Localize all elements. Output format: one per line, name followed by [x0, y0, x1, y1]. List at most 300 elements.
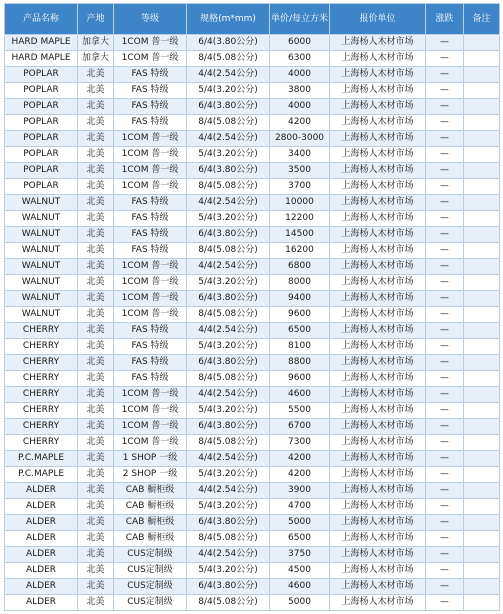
cell-change: —	[426, 195, 464, 211]
cell-change: —	[426, 355, 464, 371]
cell-change: —	[426, 35, 464, 51]
cell-change: —	[426, 307, 464, 323]
cell-grade: CAB 橱柜级	[114, 515, 187, 531]
cell-remarks	[464, 67, 500, 83]
cell-product-name: CHERRY	[5, 435, 78, 451]
cell-dealer: 上海杨人木材市场	[330, 563, 426, 579]
price-table-container	[4, 3, 499, 611]
cell-spec: 8/4(5.08公分)	[187, 371, 270, 387]
table-row	[5, 371, 500, 387]
cell-spec: 6/4(3.80公分)	[187, 35, 270, 51]
cell-dealer: 上海杨人木材市场	[330, 243, 426, 259]
cell-product-name: WALNUT	[5, 211, 78, 227]
cell-dealer: 上海杨人木材市场	[330, 419, 426, 435]
cell-origin: 北美	[78, 435, 114, 451]
cell-unit-price: 16200	[270, 243, 330, 259]
table-row	[5, 499, 500, 515]
cell-remarks	[464, 531, 500, 547]
header-change: 涨跌	[426, 4, 464, 35]
cell-grade: 2 SHOP 一级	[114, 467, 187, 483]
cell-change: —	[426, 291, 464, 307]
cell-remarks	[464, 51, 500, 67]
cell-remarks	[464, 147, 500, 163]
cell-product-name: ALDER	[5, 499, 78, 515]
cell-product-name: POPLAR	[5, 131, 78, 147]
cell-remarks	[464, 291, 500, 307]
cell-remarks	[464, 595, 500, 611]
cell-unit-price: 5000	[270, 515, 330, 531]
cell-dealer: 上海杨人木材市场	[330, 227, 426, 243]
cell-unit-price: 4500	[270, 563, 330, 579]
cell-spec: 6/4(3.80公分)	[187, 163, 270, 179]
cell-unit-price: 6300	[270, 51, 330, 67]
table-row	[5, 419, 500, 435]
cell-change: —	[426, 227, 464, 243]
cell-dealer: 上海杨人木材市场	[330, 195, 426, 211]
cell-dealer: 上海杨人木材市场	[330, 147, 426, 163]
cell-grade: CAB 橱柜级	[114, 531, 187, 547]
cell-dealer: 上海杨人木材市场	[330, 339, 426, 355]
cell-origin: 北美	[78, 547, 114, 563]
cell-spec: 5/4(3.20公分)	[187, 147, 270, 163]
cell-product-name: CHERRY	[5, 371, 78, 387]
cell-dealer: 上海杨人木材市场	[330, 259, 426, 275]
cell-spec: 6/4(3.80公分)	[187, 99, 270, 115]
cell-grade: CUS定制级	[114, 579, 187, 595]
cell-product-name: CHERRY	[5, 323, 78, 339]
cell-origin: 北美	[78, 147, 114, 163]
cell-spec: 8/4(5.08公分)	[187, 595, 270, 611]
cell-unit-price: 4200	[270, 467, 330, 483]
cell-origin: 北美	[78, 563, 114, 579]
cell-origin: 北美	[78, 211, 114, 227]
cell-dealer: 上海杨人木材市场	[330, 51, 426, 67]
cell-unit-price: 10000	[270, 195, 330, 211]
cell-dealer: 上海杨人木材市场	[330, 163, 426, 179]
cell-unit-price: 4000	[270, 67, 330, 83]
cell-spec: 5/4(3.20公分)	[187, 211, 270, 227]
cell-spec: 4/4(2.54公分)	[187, 195, 270, 211]
cell-product-name: WALNUT	[5, 259, 78, 275]
cell-unit-price: 6800	[270, 259, 330, 275]
cell-origin: 北美	[78, 259, 114, 275]
cell-unit-price: 6500	[270, 323, 330, 339]
cell-grade: CUS定制级	[114, 563, 187, 579]
cell-grade: FAS 特级	[114, 323, 187, 339]
cell-change: —	[426, 403, 464, 419]
table-row	[5, 35, 500, 51]
cell-remarks	[464, 227, 500, 243]
cell-product-name: CHERRY	[5, 339, 78, 355]
cell-spec: 6/4(3.80公分)	[187, 227, 270, 243]
header-unit-price: 单价/每立方米	[270, 4, 330, 35]
cell-product-name: POPLAR	[5, 83, 78, 99]
cell-unit-price: 3900	[270, 483, 330, 499]
cell-dealer: 上海杨人木材市场	[330, 131, 426, 147]
cell-dealer: 上海杨人木材市场	[330, 35, 426, 51]
cell-grade: CUS定制级	[114, 547, 187, 563]
cell-change: —	[426, 387, 464, 403]
cell-grade: FAS 特级	[114, 355, 187, 371]
cell-unit-price: 3500	[270, 163, 330, 179]
cell-origin: 北美	[78, 131, 114, 147]
cell-product-name: WALNUT	[5, 291, 78, 307]
cell-change: —	[426, 131, 464, 147]
table-row	[5, 467, 500, 483]
cell-change: —	[426, 99, 464, 115]
cell-spec: 4/4(2.54公分)	[187, 259, 270, 275]
cell-remarks	[464, 467, 500, 483]
cell-dealer: 上海杨人木材市场	[330, 99, 426, 115]
cell-grade: FAS 特级	[114, 115, 187, 131]
cell-unit-price: 4600	[270, 387, 330, 403]
cell-remarks	[464, 387, 500, 403]
table-row	[5, 131, 500, 147]
cell-remarks	[464, 179, 500, 195]
cell-spec: 4/4(2.54公分)	[187, 387, 270, 403]
cell-origin: 北美	[78, 67, 114, 83]
table-row	[5, 323, 500, 339]
cell-unit-price: 3400	[270, 147, 330, 163]
table-row	[5, 387, 500, 403]
cell-change: —	[426, 515, 464, 531]
cell-change: —	[426, 67, 464, 83]
cell-change: —	[426, 339, 464, 355]
cell-dealer: 上海杨人木材市场	[330, 323, 426, 339]
cell-grade: 1COM 普一级	[114, 403, 187, 419]
cell-unit-price: 6700	[270, 419, 330, 435]
cell-spec: 5/4(3.20公分)	[187, 275, 270, 291]
cell-spec: 8/4(5.08公分)	[187, 531, 270, 547]
cell-product-name: POPLAR	[5, 99, 78, 115]
cell-remarks	[464, 419, 500, 435]
header-dealer: 报价单位	[330, 4, 426, 35]
cell-remarks	[464, 131, 500, 147]
cell-dealer: 上海杨人木材市场	[330, 291, 426, 307]
cell-remarks	[464, 499, 500, 515]
cell-product-name: POPLAR	[5, 179, 78, 195]
cell-dealer: 上海杨人木材市场	[330, 211, 426, 227]
cell-dealer: 上海杨人木材市场	[330, 595, 426, 611]
cell-remarks	[464, 35, 500, 51]
cell-grade: 1COM 普一级	[114, 147, 187, 163]
table-row	[5, 275, 500, 291]
cell-origin: 北美	[78, 355, 114, 371]
cell-unit-price: 9600	[270, 371, 330, 387]
cell-change: —	[426, 435, 464, 451]
cell-change: —	[426, 83, 464, 99]
cell-spec: 4/4(2.54公分)	[187, 323, 270, 339]
cell-product-name: WALNUT	[5, 227, 78, 243]
cell-spec: 5/4(3.20公分)	[187, 467, 270, 483]
cell-spec: 4/4(2.54公分)	[187, 451, 270, 467]
table-header-row	[5, 4, 500, 35]
header-product-name: 产品名称	[5, 4, 78, 35]
cell-change: —	[426, 371, 464, 387]
table-row	[5, 355, 500, 371]
cell-product-name: CHERRY	[5, 387, 78, 403]
cell-origin: 北美	[78, 483, 114, 499]
cell-grade: 1COM 普一级	[114, 387, 187, 403]
cell-dealer: 上海杨人木材市场	[330, 307, 426, 323]
cell-change: —	[426, 483, 464, 499]
table-row	[5, 99, 500, 115]
cell-grade: CUS定制级	[114, 595, 187, 611]
cell-product-name: ALDER	[5, 515, 78, 531]
cell-remarks	[464, 371, 500, 387]
cell-spec: 4/4(2.54公分)	[187, 547, 270, 563]
header-spec: 规格(m*mm)	[187, 4, 270, 35]
cell-dealer: 上海杨人木材市场	[330, 67, 426, 83]
table-row	[5, 179, 500, 195]
cell-change: —	[426, 323, 464, 339]
cell-remarks	[464, 451, 500, 467]
cell-dealer: 上海杨人木材市场	[330, 115, 426, 131]
cell-unit-price: 8000	[270, 275, 330, 291]
table-row	[5, 515, 500, 531]
cell-grade: 1COM 普一级	[114, 259, 187, 275]
table-row	[5, 291, 500, 307]
cell-grade: FAS 特级	[114, 195, 187, 211]
cell-product-name: WALNUT	[5, 275, 78, 291]
cell-change: —	[426, 419, 464, 435]
cell-product-name: POPLAR	[5, 163, 78, 179]
cell-change: —	[426, 595, 464, 611]
cell-remarks	[464, 115, 500, 131]
table-row	[5, 563, 500, 579]
cell-remarks	[464, 195, 500, 211]
cell-product-name: ALDER	[5, 547, 78, 563]
cell-grade: 1COM 普一级	[114, 35, 187, 51]
table-row	[5, 243, 500, 259]
cell-remarks	[464, 211, 500, 227]
cell-origin: 北美	[78, 595, 114, 611]
cell-spec: 5/4(3.20公分)	[187, 339, 270, 355]
table-row	[5, 195, 500, 211]
cell-origin: 北美	[78, 515, 114, 531]
table-body	[5, 35, 500, 611]
cell-product-name: POPLAR	[5, 115, 78, 131]
cell-origin: 北美	[78, 99, 114, 115]
cell-product-name: CHERRY	[5, 403, 78, 419]
cell-unit-price: 14500	[270, 227, 330, 243]
cell-dealer: 上海杨人木材市场	[330, 179, 426, 195]
cell-dealer: 上海杨人木材市场	[330, 275, 426, 291]
cell-grade: 1COM 普一级	[114, 179, 187, 195]
cell-product-name: POPLAR	[5, 67, 78, 83]
cell-product-name: WALNUT	[5, 243, 78, 259]
cell-dealer: 上海杨人木材市场	[330, 355, 426, 371]
table-row	[5, 51, 500, 67]
cell-origin: 北美	[78, 291, 114, 307]
price-table	[4, 3, 500, 611]
cell-remarks	[464, 547, 500, 563]
cell-change: —	[426, 259, 464, 275]
cell-unit-price: 7300	[270, 435, 330, 451]
cell-unit-price: 8100	[270, 339, 330, 355]
cell-unit-price: 6000	[270, 35, 330, 51]
cell-spec: 8/4(5.08公分)	[187, 435, 270, 451]
cell-unit-price: 2800-3000	[270, 131, 330, 147]
cell-product-name: POPLAR	[5, 147, 78, 163]
cell-unit-price: 4700	[270, 499, 330, 515]
cell-product-name: ALDER	[5, 563, 78, 579]
cell-remarks	[464, 435, 500, 451]
cell-spec: 5/4(3.20公分)	[187, 83, 270, 99]
cell-grade: 1COM 普一级	[114, 163, 187, 179]
table-row	[5, 227, 500, 243]
cell-remarks	[464, 355, 500, 371]
cell-change: —	[426, 531, 464, 547]
cell-dealer: 上海杨人木材市场	[330, 483, 426, 499]
table-row	[5, 339, 500, 355]
table-row	[5, 211, 500, 227]
cell-dealer: 上海杨人木材市场	[330, 371, 426, 387]
cell-product-name: WALNUT	[5, 195, 78, 211]
cell-origin: 北美	[78, 243, 114, 259]
cell-change: —	[426, 451, 464, 467]
cell-grade: FAS 特级	[114, 99, 187, 115]
header-grade: 等级	[114, 4, 187, 35]
cell-dealer: 上海杨人木材市场	[330, 531, 426, 547]
cell-spec: 6/4(3.80公分)	[187, 419, 270, 435]
cell-unit-price: 5000	[270, 595, 330, 611]
cell-dealer: 上海杨人木材市场	[330, 83, 426, 99]
cell-unit-price: 4200	[270, 451, 330, 467]
cell-remarks	[464, 563, 500, 579]
cell-unit-price: 4600	[270, 579, 330, 595]
header-remarks: 备注	[464, 4, 500, 35]
cell-remarks	[464, 275, 500, 291]
cell-remarks	[464, 83, 500, 99]
cell-unit-price: 4000	[270, 99, 330, 115]
cell-remarks	[464, 99, 500, 115]
table-row	[5, 307, 500, 323]
cell-unit-price: 8800	[270, 355, 330, 371]
table-row	[5, 163, 500, 179]
table-row	[5, 435, 500, 451]
cell-remarks	[464, 579, 500, 595]
cell-change: —	[426, 467, 464, 483]
table-row	[5, 451, 500, 467]
cell-remarks	[464, 403, 500, 419]
cell-product-name: ALDER	[5, 595, 78, 611]
cell-remarks	[464, 515, 500, 531]
cell-product-name: ALDER	[5, 531, 78, 547]
cell-spec: 5/4(3.20公分)	[187, 563, 270, 579]
cell-origin: 北美	[78, 227, 114, 243]
cell-unit-price: 3800	[270, 83, 330, 99]
cell-remarks	[464, 307, 500, 323]
cell-change: —	[426, 51, 464, 67]
cell-origin: 北美	[78, 467, 114, 483]
cell-product-name: CHERRY	[5, 419, 78, 435]
cell-origin: 北美	[78, 579, 114, 595]
cell-dealer: 上海杨人木材市场	[330, 579, 426, 595]
cell-spec: 8/4(5.08公分)	[187, 179, 270, 195]
cell-change: —	[426, 115, 464, 131]
cell-spec: 4/4(2.54公分)	[187, 131, 270, 147]
cell-grade: 1COM 普一级	[114, 435, 187, 451]
cell-grade: FAS 特级	[114, 371, 187, 387]
cell-grade: 1COM 普一级	[114, 131, 187, 147]
cell-origin: 北美	[78, 179, 114, 195]
cell-origin: 北美	[78, 323, 114, 339]
cell-grade: FAS 特级	[114, 339, 187, 355]
cell-grade: FAS 特级	[114, 227, 187, 243]
cell-change: —	[426, 163, 464, 179]
cell-spec: 5/4(3.20公分)	[187, 499, 270, 515]
cell-change: —	[426, 243, 464, 259]
cell-unit-price: 4200	[270, 115, 330, 131]
table-row	[5, 147, 500, 163]
cell-origin: 北美	[78, 403, 114, 419]
cell-origin: 北美	[78, 307, 114, 323]
cell-change: —	[426, 563, 464, 579]
cell-unit-price: 12200	[270, 211, 330, 227]
cell-grade: FAS 特级	[114, 211, 187, 227]
cell-product-name: HARD MAPLE	[5, 51, 78, 67]
cell-unit-price: 6500	[270, 531, 330, 547]
cell-dealer: 上海杨人木材市场	[330, 387, 426, 403]
cell-grade: CAB 橱柜级	[114, 499, 187, 515]
cell-grade: 1COM 普一级	[114, 275, 187, 291]
cell-spec: 6/4(3.80公分)	[187, 579, 270, 595]
cell-origin: 北美	[78, 163, 114, 179]
cell-grade: FAS 特级	[114, 67, 187, 83]
cell-origin: 北美	[78, 387, 114, 403]
cell-origin: 北美	[78, 275, 114, 291]
cell-grade: CAB 橱柜级	[114, 483, 187, 499]
cell-spec: 5/4(3.20公分)	[187, 403, 270, 419]
cell-spec: 4/4(2.54公分)	[187, 483, 270, 499]
header-origin: 产地	[78, 4, 114, 35]
cell-spec: 8/4(5.08公分)	[187, 51, 270, 67]
cell-origin: 北美	[78, 451, 114, 467]
table-row	[5, 115, 500, 131]
cell-unit-price: 9600	[270, 307, 330, 323]
cell-origin: 北美	[78, 371, 114, 387]
cell-grade: FAS 特级	[114, 243, 187, 259]
cell-grade: 1COM 普一级	[114, 419, 187, 435]
cell-remarks	[464, 243, 500, 259]
cell-remarks	[464, 339, 500, 355]
cell-origin: 北美	[78, 83, 114, 99]
cell-remarks	[464, 323, 500, 339]
cell-product-name: ALDER	[5, 483, 78, 499]
cell-remarks	[464, 259, 500, 275]
cell-dealer: 上海杨人木材市场	[330, 403, 426, 419]
cell-product-name: P.C.MAPLE	[5, 451, 78, 467]
cell-grade: 1COM 普一级	[114, 307, 187, 323]
cell-change: —	[426, 547, 464, 563]
cell-spec: 6/4(3.80公分)	[187, 515, 270, 531]
table-row	[5, 83, 500, 99]
cell-origin: 北美	[78, 339, 114, 355]
cell-dealer: 上海杨人木材市场	[330, 547, 426, 563]
table-row	[5, 579, 500, 595]
cell-dealer: 上海杨人木材市场	[330, 467, 426, 483]
cell-grade: 1COM 普一级	[114, 291, 187, 307]
cell-origin: 加拿大	[78, 35, 114, 51]
table-row	[5, 483, 500, 499]
cell-product-name: P.C.MAPLE	[5, 467, 78, 483]
cell-origin: 北美	[78, 115, 114, 131]
cell-change: —	[426, 275, 464, 291]
cell-product-name: CHERRY	[5, 355, 78, 371]
cell-spec: 8/4(5.08公分)	[187, 115, 270, 131]
table-row	[5, 531, 500, 547]
